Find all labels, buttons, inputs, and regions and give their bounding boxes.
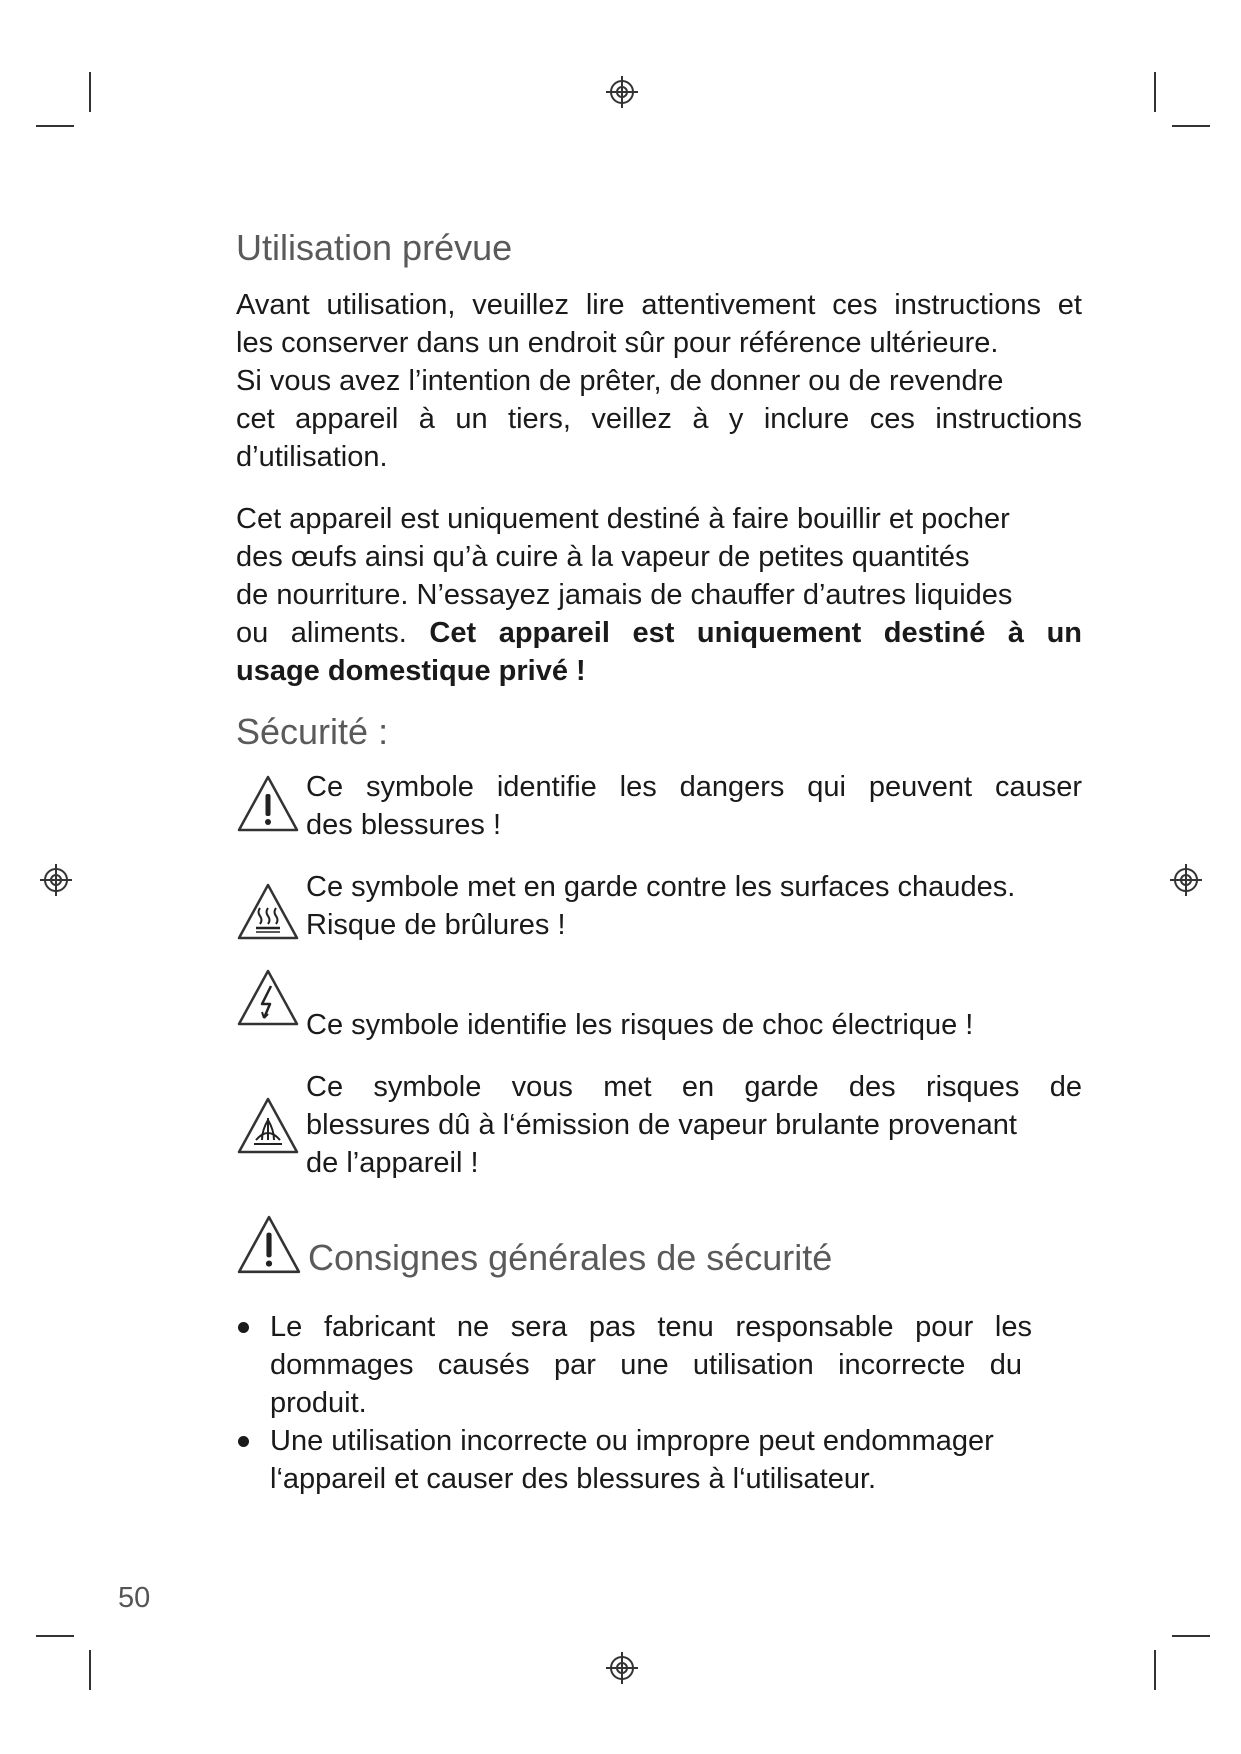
warning-exclamation-icon xyxy=(236,1214,302,1276)
text-line: l‘appareil et causer des blessures à l‘utilisateur. xyxy=(270,1463,877,1495)
symbol-row-danger xyxy=(236,768,1082,844)
text-line: des œufs ainsi qu’à cuire à la vapeur de petites quantités xyxy=(236,541,970,573)
registration-mark-bottom xyxy=(606,1652,638,1684)
text-line: blessures dû à l‘émission de vapeur brulante provenant xyxy=(306,1109,1017,1141)
registration-mark-top xyxy=(606,76,638,108)
text-line: Ce symbole vous met en garde des risques de xyxy=(306,1071,1082,1103)
bullet-icon xyxy=(238,1436,249,1447)
hot-surface-icon xyxy=(236,882,300,942)
general-safety-header xyxy=(236,1214,1082,1278)
intended-use-paragraph-2 xyxy=(236,500,1082,690)
text-line: Cet appareil est uniquement destiné à faire bouillir et pocher xyxy=(236,503,1010,535)
text-line: Ce symbole identifie les risques de choc électrique ! xyxy=(306,1009,974,1041)
text-bold: usage domestique privé ! xyxy=(236,655,586,687)
text-line xyxy=(236,614,1082,652)
registration-mark-right xyxy=(1170,864,1202,896)
text-line: les conserver dans un endroit sûr pour référence ultérieure. xyxy=(236,327,999,359)
text-line: Ce symbole met en garde contre les surfaces chaudes. xyxy=(306,871,1016,903)
text-line: produit. xyxy=(270,1387,367,1419)
registration-mark-left xyxy=(40,864,72,896)
text-bold: Cet appareil est uniquement destiné à un xyxy=(429,617,1082,649)
bullet-icon xyxy=(238,1322,249,1333)
general-safety-list xyxy=(236,1308,1082,1498)
symbol-row-steam xyxy=(236,1068,1082,1182)
text-line: des blessures ! xyxy=(306,809,502,841)
text-line: Une utilisation incorrecte ou impropre peut endommager xyxy=(270,1425,994,1457)
warning-exclamation-icon xyxy=(236,774,300,834)
text-line: dommages causés par une utilisation incorrecte du xyxy=(270,1349,1022,1381)
symbol-row-electric xyxy=(236,968,1082,1044)
text-line: de l’appareil ! xyxy=(306,1147,479,1179)
heading-intended-use: Utilisation prévue xyxy=(236,227,513,268)
text-line: de nourriture. N’essayez jamais de chauffer d’autres liquides xyxy=(236,579,1013,611)
symbol-row-hot-surface xyxy=(236,868,1082,944)
heading-general-safety: Consignes générales de sécurité xyxy=(308,1237,833,1278)
electric-shock-icon xyxy=(236,968,300,1028)
page-number: 50 xyxy=(118,1582,151,1614)
text-line: Avant utilisation, veuillez lire attentivement ces instructions et xyxy=(236,289,1082,321)
text-line: d’utilisation. xyxy=(236,441,388,473)
hot-steam-icon xyxy=(236,1096,300,1156)
text-line: Si vous avez l’intention de prêter, de donner ou de revendre xyxy=(236,365,1004,397)
text-line: Le fabricant ne sera pas tenu responsable pour les xyxy=(270,1311,1032,1343)
page-content xyxy=(236,226,1082,1498)
list-item xyxy=(236,1308,1082,1422)
list-item xyxy=(236,1422,1082,1498)
text-line: cet appareil à un tiers, veillez à y inclure ces instructions xyxy=(236,403,1082,435)
text-line: Risque de brûlures ! xyxy=(306,909,566,941)
text-line: Ce symbole identifie les dangers qui peuvent causer xyxy=(306,771,1082,803)
heading-security: Sécurité : xyxy=(236,711,389,752)
intended-use-paragraph-1 xyxy=(236,286,1082,476)
text-normal: ou aliments. xyxy=(236,617,407,649)
